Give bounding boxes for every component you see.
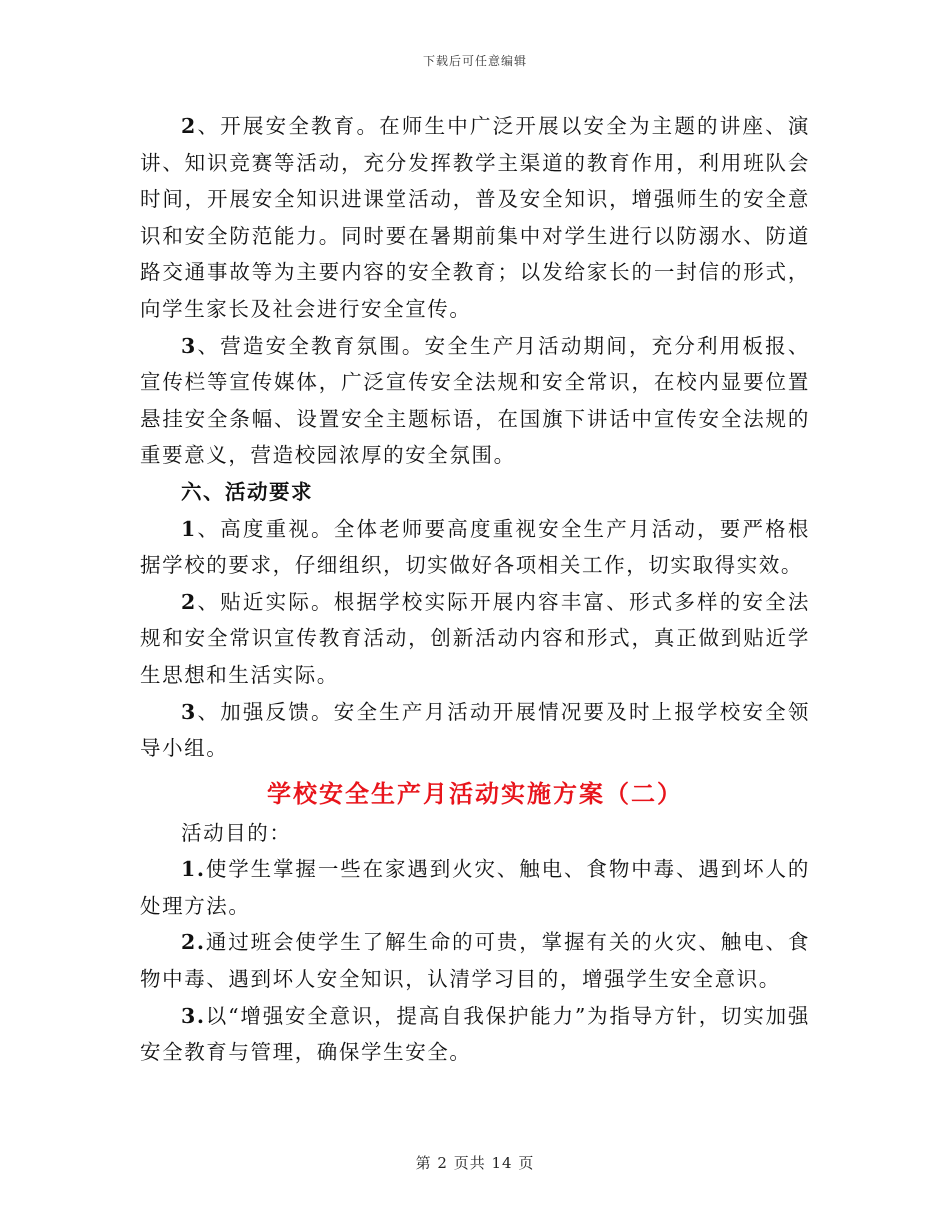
paragraph-text: 、贴近实际。根据学校实际开展内容丰富、形式多样的安全法规和安全常识宣传教育活动，创新活动内容和形式，真正做到贴近学生思想和生活实际。: [140, 589, 810, 687]
header-note: 下载后可任意编辑: [422, 54, 527, 68]
paragraph-text: 、开展安全教育。在师生中广泛开展以安全为主题的讲座、演讲、知识竞赛等活动，充分发挥教学主渠道的教育作用，利用班队会时间，开展安全知识进课堂活动，普及安全知识，增强师生的安全意识和安全防范能力。同时要在暑期前集中对学生进行以防溺水、防道路交通事故等为主要内容的安全教育；以发给家长的一封信的形式，向学生家长及社会进行安全宣传。: [140, 114, 810, 321]
paragraph-requirement-1: [140, 511, 810, 584]
item-number: 2.: [181, 930, 206, 955]
paragraph-text: 通过班会使学生了解生命的可贵，掌握有关的火灾、触电、食物中毒、遇到坏人安全知识，认清学习目的，增强学生安全意识。: [140, 930, 810, 992]
item-number: 2: [181, 589, 197, 614]
item-number: 1.: [181, 857, 206, 882]
item-number: 3.: [181, 1003, 206, 1028]
paragraph-purpose-3: [140, 998, 810, 1071]
item-number: 3: [181, 699, 197, 724]
paragraph-text: 、营造安全教育氛围。安全生产月活动期间，充分利用板报、宣传栏等宣传媒体，广泛宣传安全法规和安全常识，在校内显要位置悬挂安全条幅、设置安全主题标语，在国旗下讲话中宣传安全法规的重要意义，营造校园浓厚的安全氛围。: [140, 333, 810, 468]
paragraph-text: 、高度重视。全体老师要高度重视安全生产月活动，要严格根据学校的要求，仔细组织，切实做好各项相关工作，切实取得实效。: [140, 516, 810, 578]
purpose-label: 活动目的：: [181, 820, 292, 845]
document-body: [140, 108, 810, 1071]
paragraph-purpose-1: [140, 851, 810, 924]
paragraph-purpose-2: [140, 924, 810, 997]
paragraph-text: 、加强反馈。安全生产月活动开展情况要及时上报学校安全领导小组。: [140, 699, 810, 761]
paragraph-requirement-3: [140, 694, 810, 767]
page-number-footer: 第 2 页共 14 页: [415, 1154, 535, 1172]
item-number: 1: [181, 516, 197, 541]
item-number: 2: [181, 114, 197, 138]
section-heading-requirements: 六、活动要求: [181, 479, 313, 504]
paragraph-education: [140, 108, 810, 328]
paragraph-atmosphere: [140, 328, 810, 474]
paragraph-requirement-2: [140, 584, 810, 694]
document-title-plan-two: 学校安全生产月活动实施方案（二）: [267, 778, 683, 808]
item-number: 3: [181, 333, 197, 358]
paragraph-text: 以“增强安全意识，提高自我保护能力”为指导方针，切实加强安全教育与管理，确保学生安全。: [140, 1003, 810, 1065]
paragraph-text: 使学生掌握一些在家遇到火灾、触电、食物中毒、遇到坏人的处理方法。: [140, 857, 810, 918]
